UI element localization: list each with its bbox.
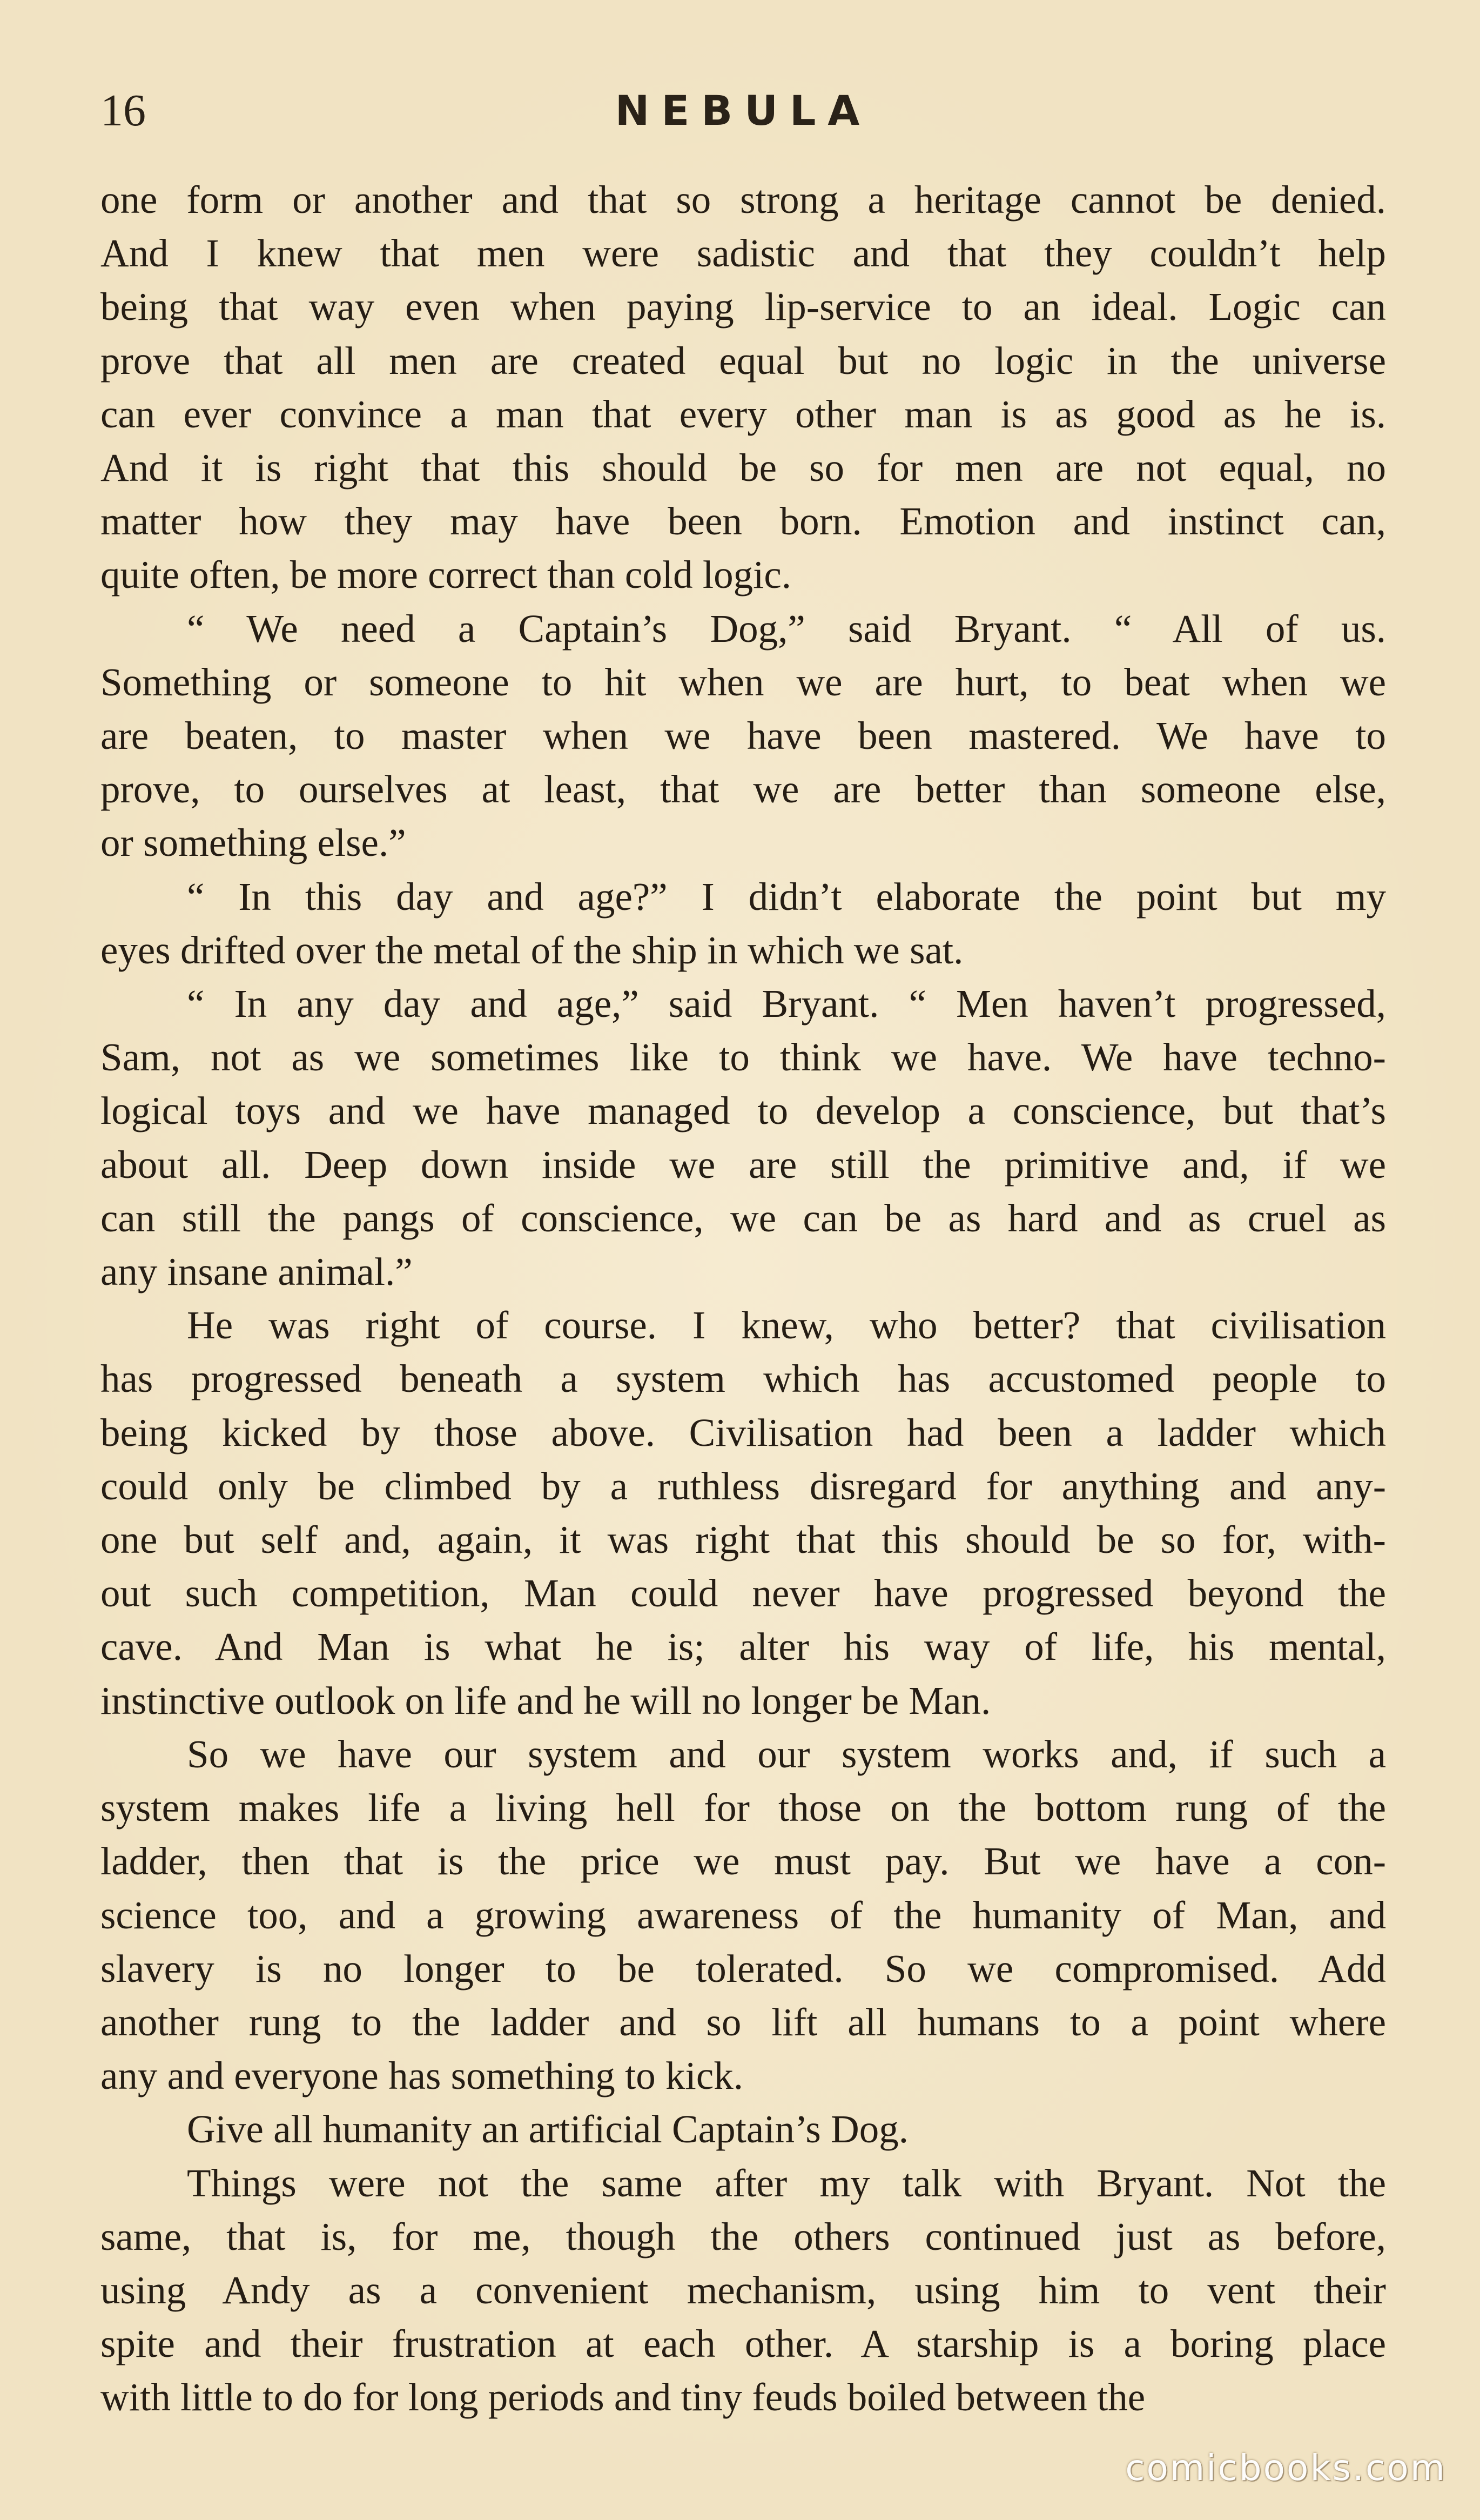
text-line: eyes drifted over the metal of the ship in which we sat.: [100, 928, 964, 972]
text-line: any insane animal.”: [100, 1250, 413, 1294]
text-line: Something or someone to hit when we are hurt, to beat when we: [100, 660, 1386, 704]
text-line: And I knew that men were sadistic and that they couldn’t help: [100, 231, 1386, 276]
text-line: can ever convince a man that every other man is as good as he is.: [100, 392, 1386, 436]
text-line: could only be climbed by a ruthless disregard for anything and any-: [100, 1464, 1386, 1508]
paragraph: [100, 1298, 1386, 1727]
text-line: “ In this day and age?” I didn’t elaborate the point but my: [187, 874, 1386, 919]
text-line: or something else.”: [100, 821, 406, 865]
text-line: are beaten, to master when we have been mastered. We have to: [100, 714, 1386, 758]
text-line: one but self and, again, it was right that this should be so for, with-: [100, 1518, 1386, 1562]
text-line: slavery is no longer to be tolerated. So we compromised. Add: [100, 1946, 1386, 1990]
text-line: with little to do for long periods and tiny feuds boiled between the: [100, 2375, 1146, 2420]
paragraph: [100, 1727, 1386, 2102]
text-line: “ We need a Captain’s Dog,” said Bryant. “ All of us.: [187, 606, 1386, 651]
page-header: [100, 81, 1386, 140]
text-line: science too, and a growing awareness of the humanity of Man, and: [100, 1893, 1386, 1937]
text-line: out such competition, Man could never have progressed beyond the: [100, 1571, 1386, 1616]
text-line: being that way even when paying lip-service to an ideal. Logic can: [100, 285, 1386, 329]
text-line: one form or another and that so strong a heritage cannot be denied.: [100, 178, 1386, 222]
text-line: using Andy as a convenient mechanism, using him to vent their: [100, 2268, 1386, 2312]
text-line: logical toys and we have managed to develop a conscience, but that’s: [100, 1089, 1386, 1133]
watermark: comicbooks.com: [1125, 2447, 1447, 2489]
text-line: prove, to ourselves at least, that we are better than someone else,: [100, 767, 1386, 812]
text-line: matter how they may have been born. Emotion and instinct can,: [100, 499, 1386, 544]
text-line: any and everyone has something to kick.: [100, 2054, 743, 2098]
paragraph: [100, 173, 1386, 602]
text-line: Give all humanity an artificial Captain’s Dog.: [187, 2107, 909, 2152]
paragraph: [100, 602, 1386, 870]
text-line: quite often, be more correct than cold logic.: [100, 553, 792, 597]
text-line: “ In any day and age,” said Bryant. “ Men haven’t progressed,: [187, 982, 1386, 1026]
text-line: instinctive outlook on life and he will no longer be Man.: [100, 1678, 991, 1723]
paragraph: [100, 977, 1386, 1298]
text-line: about all. Deep down inside we are still the primitive and, if we: [100, 1142, 1386, 1187]
text-line: same, that is, for me, though the others continued just as before,: [100, 2214, 1386, 2258]
body-text: [100, 173, 1386, 2424]
page-number: 16: [100, 85, 146, 136]
text-line: system makes life a living hell for those on the bottom rung of the: [100, 1786, 1386, 1830]
text-line: Things were not the same after my talk with Bryant. Not the: [187, 2161, 1386, 2205]
text-line: spite and their frustration at each other. A starship is a boring place: [100, 2322, 1386, 2366]
paragraph: [100, 2156, 1386, 2424]
text-line: And it is right that this should be so for men are not equal, no: [100, 446, 1386, 490]
paragraph: [100, 2102, 1386, 2156]
text-line: prove that all men are created equal but no logic in the universe: [100, 338, 1386, 383]
text-line: has progressed beneath a system which has accustomed people to: [100, 1357, 1386, 1401]
text-line: He was right of course. I knew, who better? that civilisation: [187, 1303, 1386, 1348]
text-line: So we have our system and our system works and, if such a: [187, 1732, 1386, 1776]
text-line: ladder, then that is the price we must pay. But we have a con-: [100, 1839, 1386, 1884]
text-line: can still the pangs of conscience, we can be as hard and as cruel as: [100, 1196, 1386, 1240]
text-line: being kicked by those above. Civilisation had been a ladder which: [100, 1410, 1386, 1455]
text-line: Sam, not as we sometimes like to think we have. We have techno-: [100, 1035, 1386, 1080]
text-line: cave. And Man is what he is; alter his way of life, his mental,: [100, 1625, 1386, 1669]
text-line: another rung to the ladder and so lift all humans to a point where: [100, 2000, 1386, 2044]
paragraph: [100, 870, 1386, 977]
running-head: NEBULA: [615, 86, 872, 135]
